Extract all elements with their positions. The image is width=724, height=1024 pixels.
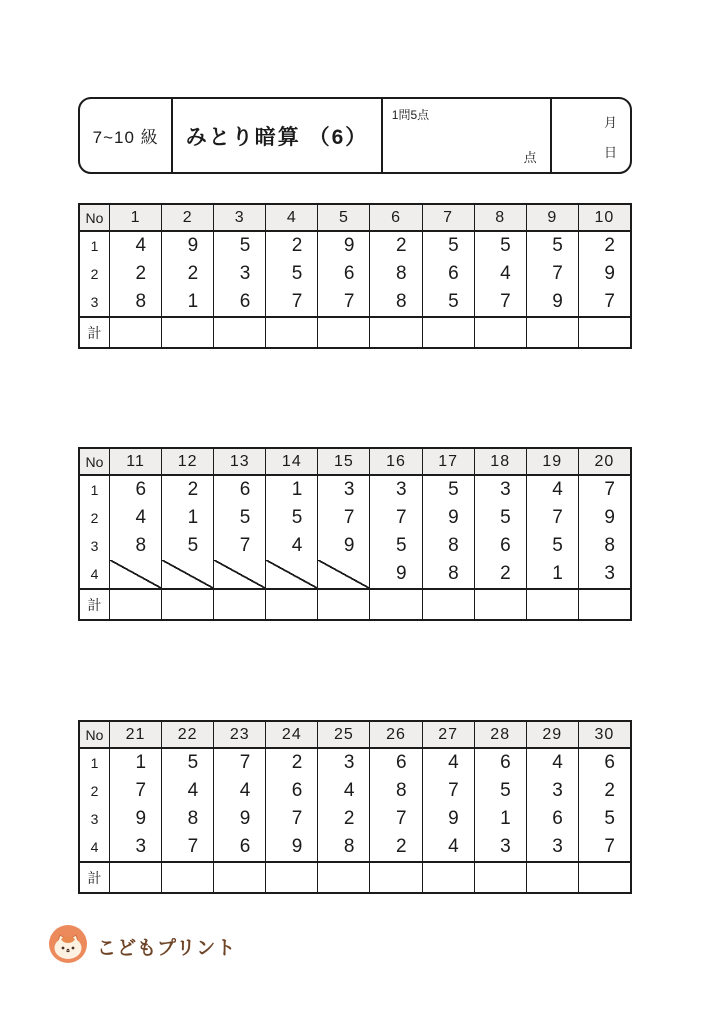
- addend-cell: 4: [527, 476, 579, 504]
- addend-cell: 2: [266, 749, 318, 777]
- addend-cell: 7: [370, 805, 422, 833]
- score-cell: [383, 99, 552, 172]
- total-answer-cell: [579, 318, 630, 347]
- total-answer-cell: [318, 590, 370, 619]
- addend-cell: 8: [370, 777, 422, 805]
- addend-cell: 7: [162, 833, 214, 861]
- total-row-label: 計: [80, 590, 110, 619]
- grade-label: 7~10 級: [80, 99, 173, 172]
- addend-cell: 7: [318, 504, 370, 532]
- no-column-header: No: [80, 722, 110, 747]
- total-answer-cell: [475, 590, 527, 619]
- row-number-label: 3: [80, 532, 110, 560]
- day-label: 日: [603, 145, 617, 160]
- total-answer-cell: [110, 863, 162, 892]
- problem-number-header: 3: [214, 205, 266, 230]
- problem-number-header: 25: [318, 722, 370, 747]
- addend-cell: 5: [423, 232, 475, 260]
- problem-number-header: 14: [266, 449, 318, 474]
- total-answer-cell: [110, 590, 162, 619]
- total-row: [80, 316, 630, 347]
- addend-cell: 9: [266, 833, 318, 861]
- addend-cell: 7: [214, 749, 266, 777]
- addend-cell: 2: [370, 833, 422, 861]
- total-answer-cell: [318, 863, 370, 892]
- total-answer-cell: [266, 863, 318, 892]
- addend-cell: 9: [214, 805, 266, 833]
- addend-row: [80, 560, 630, 588]
- problem-number-header: 26: [370, 722, 422, 747]
- addend-cell: 3: [475, 476, 527, 504]
- addend-cell: 6: [110, 476, 162, 504]
- addend-cell: 7: [214, 532, 266, 560]
- addend-cell: 9: [423, 504, 475, 532]
- addend-cell: 6: [423, 260, 475, 288]
- addend-cell: 9: [604, 507, 615, 528]
- addend-cell: 4: [527, 749, 579, 777]
- addend-cell: 6: [214, 833, 266, 861]
- kodomo-print-logo: [48, 924, 236, 969]
- total-answer-cell: [579, 590, 630, 619]
- problem-number-header: 29: [527, 722, 579, 747]
- problem-number-header: 8: [475, 205, 527, 230]
- date-cell: [552, 99, 630, 172]
- row-number-label: 1: [80, 232, 110, 260]
- addend-row: [80, 232, 630, 260]
- addend-cell: 9: [604, 263, 615, 284]
- total-answer-cell: [110, 318, 162, 347]
- addend-cell: 6: [214, 476, 266, 504]
- addend-cell: 9: [527, 288, 579, 316]
- problem-number-header: 7: [423, 205, 475, 230]
- total-answer-cell: [214, 863, 266, 892]
- total-answer-cell: [370, 863, 422, 892]
- problem-number-header: 27: [423, 722, 475, 747]
- slash-cell: [162, 560, 214, 588]
- addend-cell: 6: [370, 749, 422, 777]
- addend-cell: 2: [266, 232, 318, 260]
- row-number-label: 1: [80, 476, 110, 504]
- addend-cell: 1: [475, 805, 527, 833]
- addend-cell: 4: [423, 833, 475, 861]
- problem-number-header: 5: [318, 205, 370, 230]
- addend-row: [80, 476, 630, 504]
- total-answer-cell: [162, 590, 214, 619]
- addend-cell: 9: [110, 805, 162, 833]
- addend-cell: 5: [162, 749, 214, 777]
- addend-row: [80, 749, 630, 777]
- slash-cell: [214, 560, 266, 588]
- problem-number-header: 23: [214, 722, 266, 747]
- addend-cell: 8: [370, 288, 422, 316]
- addend-row: [80, 777, 630, 805]
- row-number-label: 1: [80, 749, 110, 777]
- addend-cell: 1: [162, 504, 214, 532]
- problem-number-header: 15: [318, 449, 370, 474]
- addend-cell: 7: [266, 805, 318, 833]
- addend-cell: 4: [475, 260, 527, 288]
- total-answer-cell: [214, 318, 266, 347]
- addend-cell: 1: [527, 560, 579, 588]
- addend-cell: 2: [475, 560, 527, 588]
- addend-cell: 4: [214, 777, 266, 805]
- addend-cell: 3: [604, 563, 615, 584]
- row-number-label: 4: [80, 560, 110, 588]
- addend-cell: 4: [110, 232, 162, 260]
- total-answer-cell: [579, 863, 630, 892]
- addend-cell: 5: [475, 777, 527, 805]
- score-unit-label: 点: [523, 150, 537, 165]
- total-answer-cell: [527, 318, 579, 347]
- problem-number-header: 4: [266, 205, 318, 230]
- total-answer-cell: [266, 590, 318, 619]
- addend-row: [80, 288, 630, 316]
- addend-cell: 6: [527, 805, 579, 833]
- addend-row: [80, 805, 630, 833]
- addend-row: [80, 532, 630, 560]
- addend-cell: 6: [604, 752, 615, 773]
- problem-number-header: 12: [162, 449, 214, 474]
- addend-cell: 7: [604, 836, 615, 857]
- addend-cell: 5: [214, 504, 266, 532]
- total-row-label: 計: [80, 318, 110, 347]
- problem-number-header: 24: [266, 722, 318, 747]
- addend-cell: 1: [110, 749, 162, 777]
- row-number-label: 4: [80, 833, 110, 861]
- addend-row: [80, 260, 630, 288]
- addend-cell: 6: [214, 288, 266, 316]
- addend-cell: 5: [370, 532, 422, 560]
- problem-number-header: 28: [475, 722, 527, 747]
- addend-cell: 9: [162, 232, 214, 260]
- problem-number-header: 16: [370, 449, 422, 474]
- problem-number-header: 1: [110, 205, 162, 230]
- slash-cell: [110, 560, 162, 588]
- problem-number-header: 17: [423, 449, 475, 474]
- addend-cell: 7: [110, 777, 162, 805]
- addend-cell: 4: [423, 749, 475, 777]
- addend-cell: 2: [370, 232, 422, 260]
- no-column-header: No: [80, 205, 110, 230]
- problem-number-header: 18: [475, 449, 527, 474]
- addend-cell: 9: [318, 232, 370, 260]
- points-per-question-label: 1問5点: [391, 108, 430, 122]
- addend-cell: 7: [527, 504, 579, 532]
- addend-cell: 2: [604, 780, 615, 801]
- addend-cell: 9: [370, 560, 422, 588]
- problem-number-header: 20: [594, 452, 615, 470]
- slash-cell: [318, 560, 370, 588]
- addend-cell: 8: [423, 532, 475, 560]
- addend-cell: 3: [370, 476, 422, 504]
- addend-cell: 5: [475, 232, 527, 260]
- addend-cell: 2: [110, 260, 162, 288]
- addend-cell: 6: [475, 532, 527, 560]
- no-column-header: No: [80, 449, 110, 474]
- addend-cell: 8: [110, 288, 162, 316]
- addend-cell: 5: [266, 504, 318, 532]
- addend-cell: 8: [370, 260, 422, 288]
- problem-number-header: 30: [594, 725, 615, 743]
- addend-cell: 8: [423, 560, 475, 588]
- addend-cell: 3: [475, 833, 527, 861]
- addend-cell: 3: [110, 833, 162, 861]
- addend-cell: 1: [162, 288, 214, 316]
- addend-cell: 7: [266, 288, 318, 316]
- addend-cell: 7: [423, 777, 475, 805]
- row-number-label: 2: [80, 504, 110, 532]
- total-row-label: 計: [80, 863, 110, 892]
- row-number-label: 2: [80, 260, 110, 288]
- row-number-label: 3: [80, 288, 110, 316]
- worksheet-header: [78, 97, 632, 174]
- addend-cell: 1: [266, 476, 318, 504]
- addend-cell: 5: [604, 808, 615, 829]
- total-answer-cell: [527, 863, 579, 892]
- addend-cell: 5: [214, 232, 266, 260]
- addend-cell: 3: [214, 260, 266, 288]
- row-number-label: 3: [80, 805, 110, 833]
- problem-table: [78, 203, 632, 349]
- total-answer-cell: [266, 318, 318, 347]
- addend-cell: 8: [604, 535, 615, 556]
- addend-cell: 8: [162, 805, 214, 833]
- addend-cell: 4: [266, 532, 318, 560]
- total-answer-cell: [423, 590, 475, 619]
- problem-table: [78, 720, 632, 894]
- total-row: [80, 588, 630, 619]
- total-answer-cell: [423, 863, 475, 892]
- addend-cell: 9: [423, 805, 475, 833]
- problem-number-header: 6: [370, 205, 422, 230]
- total-answer-cell: [475, 863, 527, 892]
- total-answer-cell: [475, 318, 527, 347]
- problem-number-header: 13: [214, 449, 266, 474]
- total-answer-cell: [370, 318, 422, 347]
- addend-cell: 3: [318, 476, 370, 504]
- addend-cell: 3: [527, 833, 579, 861]
- addend-cell: 2: [162, 476, 214, 504]
- addend-cell: 5: [475, 504, 527, 532]
- addend-cell: 7: [604, 479, 615, 500]
- total-answer-cell: [527, 590, 579, 619]
- total-answer-cell: [370, 590, 422, 619]
- addend-cell: 7: [527, 260, 579, 288]
- problem-number-header: 21: [110, 722, 162, 747]
- addend-cell: 7: [604, 291, 615, 312]
- slash-cell: [266, 560, 318, 588]
- problem-number-header: 9: [527, 205, 579, 230]
- addend-cell: 4: [162, 777, 214, 805]
- cat-mascot-icon: [48, 924, 88, 969]
- month-label: 月: [603, 115, 617, 130]
- problem-number-header: 22: [162, 722, 214, 747]
- total-answer-cell: [214, 590, 266, 619]
- addend-cell: 5: [162, 532, 214, 560]
- addend-cell: 7: [475, 288, 527, 316]
- addend-cell: 2: [162, 260, 214, 288]
- addend-cell: 6: [318, 260, 370, 288]
- addend-cell: 5: [527, 232, 579, 260]
- worksheet-title: みとり暗算 （6）: [173, 99, 382, 172]
- addend-row: [80, 833, 630, 861]
- addend-cell: 7: [318, 288, 370, 316]
- addend-cell: 8: [110, 532, 162, 560]
- addend-row: [80, 504, 630, 532]
- addend-cell: 5: [266, 260, 318, 288]
- addend-cell: 6: [475, 749, 527, 777]
- total-answer-cell: [162, 863, 214, 892]
- addend-cell: 9: [318, 532, 370, 560]
- addend-cell: 4: [318, 777, 370, 805]
- problem-table: [78, 447, 632, 621]
- addend-cell: 2: [604, 235, 615, 256]
- addend-cell: 5: [423, 288, 475, 316]
- addend-cell: 5: [423, 476, 475, 504]
- addend-cell: 7: [370, 504, 422, 532]
- total-row: [80, 861, 630, 892]
- problem-number-header: 10: [594, 208, 615, 226]
- problem-number-header: 19: [527, 449, 579, 474]
- row-number-label: 2: [80, 777, 110, 805]
- addend-cell: 3: [318, 749, 370, 777]
- total-answer-cell: [423, 318, 475, 347]
- addend-cell: 2: [318, 805, 370, 833]
- problem-number-header: 2: [162, 205, 214, 230]
- logo-text: こどもプリント: [97, 938, 237, 959]
- problem-number-header: 11: [110, 449, 162, 474]
- table-header-row: [80, 205, 630, 232]
- addend-cell: 4: [110, 504, 162, 532]
- table-header-row: [80, 722, 630, 749]
- addend-cell: 8: [318, 833, 370, 861]
- addend-cell: 6: [266, 777, 318, 805]
- addend-cell: 3: [527, 777, 579, 805]
- total-answer-cell: [318, 318, 370, 347]
- table-header-row: [80, 449, 630, 476]
- total-answer-cell: [162, 318, 214, 347]
- addend-cell: 5: [527, 532, 579, 560]
